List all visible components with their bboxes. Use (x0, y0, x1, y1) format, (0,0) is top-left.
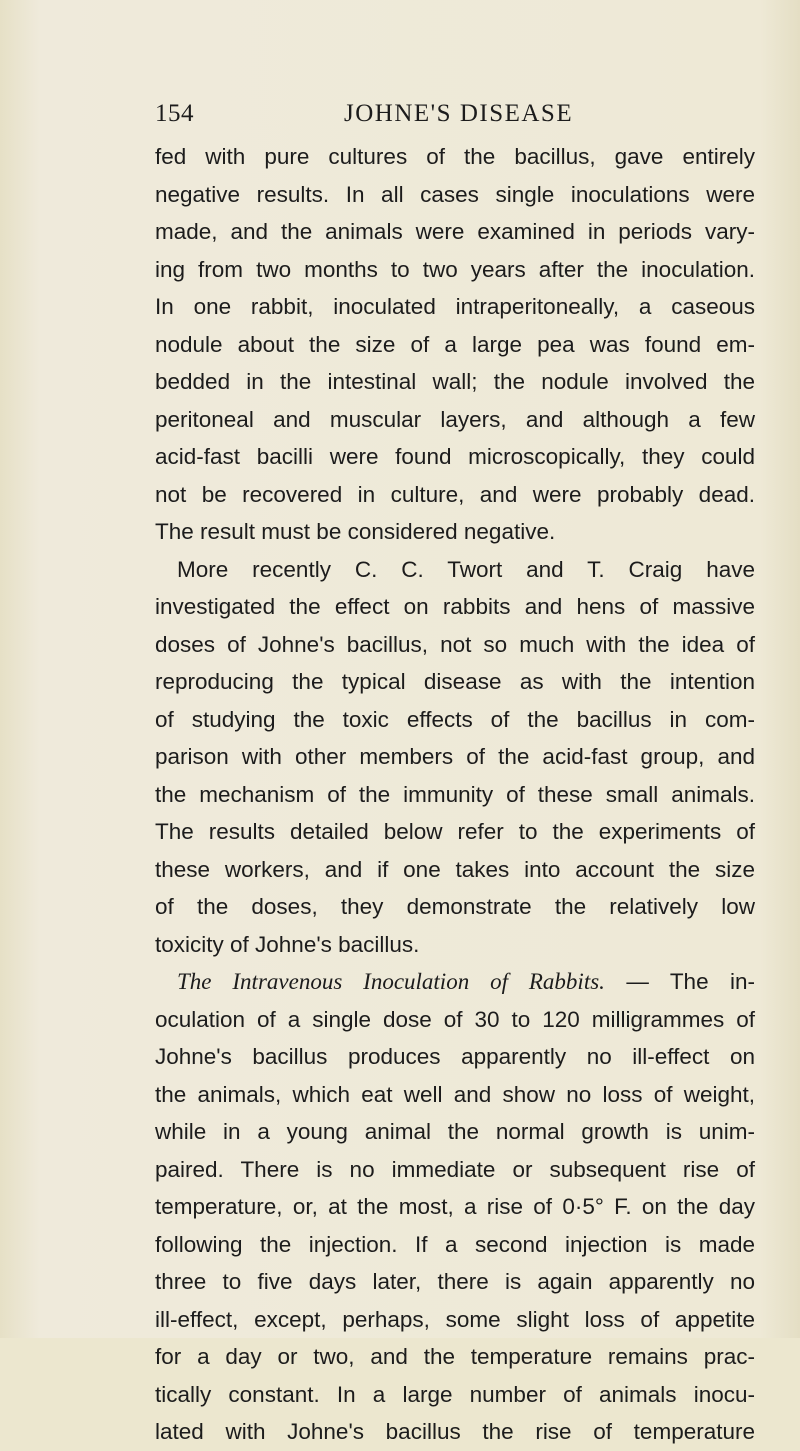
text-line: temperature, or, at the most, a rise of 0·5° F. on the day (155, 1194, 755, 1219)
body-text (155, 138, 755, 1451)
text-line: made, and the animals were examined in periods vary- (155, 219, 755, 244)
text-line: the animals, which eat well and show no loss of weight, (155, 1081, 755, 1107)
page-header (155, 100, 635, 140)
text-line: More recently C. C. Twort and T. Craig have (177, 556, 755, 582)
text-line: not be recovered in culture, and were probably dead. (155, 481, 755, 507)
text-line: reproducing the typical disease as with the intention (155, 669, 755, 694)
text-line: acid-fast bacilli were found microscopically, they could (155, 444, 755, 469)
text-line: toxicity of Johne's bacillus. (155, 931, 420, 957)
section-title: The Intravenous Inoculation of Rabbits. (177, 969, 605, 994)
text-line: parison with other members of the acid-fast group, and (155, 744, 755, 769)
text-line: paired. There is no immediate or subsequent rise of (155, 1156, 755, 1182)
text-line: ing from two months to two years after the inoculation. (155, 256, 755, 282)
section-first-text: The in- (669, 969, 755, 994)
text-line: the mechanism of the immunity of these small animals. (155, 781, 755, 807)
text-line: following the injection. If a second injection is made (155, 1231, 755, 1257)
text-line: The result must be considered negative. (155, 519, 556, 544)
text-line: doses of Johne's bacillus, not so much with the idea of (155, 631, 755, 657)
text-line: for a day or two, and the temperature remains prac- (155, 1344, 755, 1369)
text-line: fed with pure cultures of the bacillus, gave entirely (155, 144, 755, 169)
running-head: JOHNE'S DISEASE (344, 100, 574, 127)
text-line: these workers, and if one takes into account the size (155, 856, 755, 882)
text-line: nodule about the size of a large pea was found em- (155, 331, 755, 357)
text-line: three to five days later, there is again apparently no (155, 1269, 755, 1294)
page-number: 154 (155, 100, 194, 127)
text-line: Johne's bacillus produces apparently no ill-effect on (155, 1044, 755, 1069)
text-line: of studying the toxic effects of the bacillus in com- (155, 706, 755, 732)
text-line: peritoneal and muscular layers, and although a few (155, 406, 755, 432)
text-line: In one rabbit, inoculated intraperitoneally, a caseous (155, 294, 755, 319)
text-line: while in a young animal the normal growth is unim- (155, 1119, 755, 1144)
text-line: investigated the effect on rabbits and hens of massive (155, 594, 755, 619)
text-line: bedded in the intestinal wall; the nodule involved the (155, 369, 755, 394)
text-line: negative results. In all cases single inoculations were (155, 181, 755, 207)
section-dash: — (604, 969, 670, 994)
text-line: oculation of a single dose of 30 to 120 milligrammes of (155, 1006, 755, 1032)
text-line: ill-effect, except, perhaps, some slight loss of appetite (155, 1306, 755, 1332)
text-line: tically constant. In a large number of animals inocu- (155, 1381, 755, 1407)
text-line: lated with Johne's bacillus the rise of temperature (155, 1419, 755, 1444)
section-heading-line (155, 963, 755, 1001)
text-line: of the doses, they demonstrate the relatively low (155, 894, 755, 919)
text-line: The results detailed below refer to the experiments of (155, 819, 755, 844)
